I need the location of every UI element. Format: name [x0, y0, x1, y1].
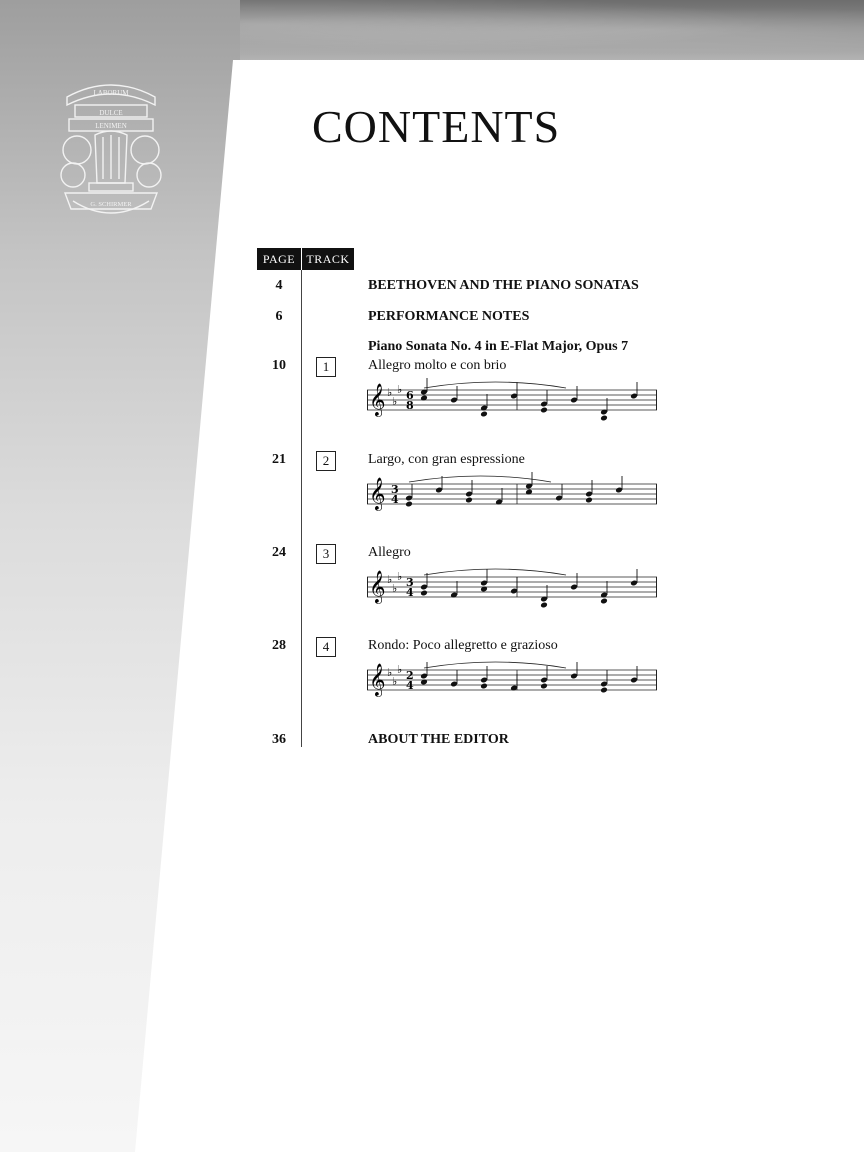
flat-sign-icon: ♭	[397, 663, 403, 676]
note-head	[420, 590, 428, 597]
slur	[409, 476, 551, 482]
flat-sign-icon: ♭	[392, 582, 398, 595]
movement-title: Largo, con gran espressione	[368, 452, 525, 467]
page-number: 6	[275, 309, 283, 324]
flat-sign-icon: ♭	[387, 573, 393, 586]
time-signature: 4	[406, 586, 414, 599]
svg-text:LENIMEN: LENIMEN	[95, 122, 127, 130]
note-head	[585, 497, 593, 504]
music-incipit	[367, 378, 659, 428]
toc-entry-title: ABOUT THE EDITOR	[368, 732, 509, 747]
page-number: 21	[272, 452, 286, 467]
movement-title: Rondo: Poco allegretto e grazioso	[368, 638, 558, 653]
svg-text:G. SCHIRMER: G. SCHIRMER	[90, 201, 132, 208]
music-incipit	[367, 658, 659, 708]
page-number: 10	[272, 358, 286, 373]
time-signature: 6	[406, 389, 414, 402]
track-number-box: 4	[316, 637, 336, 657]
note-head	[600, 415, 608, 422]
flat-sign-icon: ♭	[397, 383, 403, 396]
movement-title: Allegro molto e con brio	[368, 358, 507, 373]
music-incipit	[367, 565, 659, 615]
note-head	[600, 687, 608, 694]
note-head	[465, 497, 473, 504]
note-head	[480, 683, 488, 690]
column-divider	[301, 270, 302, 747]
treble-clef-icon: 𝄞	[369, 383, 386, 416]
column-header-track: TRACK	[302, 248, 354, 270]
time-signature: 4	[406, 679, 414, 692]
page-number: 4	[275, 278, 283, 293]
note-head	[480, 411, 488, 418]
note-head	[540, 683, 548, 690]
music-incipit	[367, 472, 659, 522]
time-signature: 2	[406, 669, 414, 682]
note-head	[600, 598, 608, 605]
note-head	[540, 602, 548, 609]
flat-sign-icon: ♭	[392, 395, 398, 408]
page-number: 28	[272, 638, 286, 653]
treble-clef-icon: 𝄞	[369, 477, 386, 510]
schirmer-logo	[55, 75, 167, 225]
movement-title: Allegro	[368, 545, 411, 560]
sonata-title: Piano Sonata No. 4 in E-Flat Major, Opus 7	[368, 339, 629, 354]
time-signature: 8	[406, 399, 414, 412]
time-signature: 4	[391, 493, 399, 506]
svg-text:LABORUM: LABORUM	[93, 89, 129, 97]
flat-sign-icon: ♭	[392, 675, 398, 688]
flat-sign-icon: ♭	[397, 570, 403, 583]
treble-clef-icon: 𝄞	[369, 663, 386, 696]
time-signature: 3	[391, 483, 399, 496]
column-header-page: PAGE	[257, 248, 301, 270]
track-number-box: 3	[316, 544, 336, 564]
svg-text:DULCE: DULCE	[99, 109, 123, 117]
note-head	[405, 501, 413, 508]
page-title: CONTENTS	[312, 101, 561, 152]
track-number-box: 2	[316, 451, 336, 471]
slur	[424, 569, 566, 575]
slur	[424, 662, 566, 668]
track-number-box: 1	[316, 357, 336, 377]
page-number: 36	[272, 732, 286, 747]
toc-entry-title: BEETHOVEN AND THE PIANO SONATAS	[368, 278, 639, 293]
toc-entry-title: PERFORMANCE NOTES	[368, 309, 530, 324]
note-head	[540, 407, 548, 414]
time-signature: 3	[406, 576, 414, 589]
slur	[424, 382, 566, 388]
flat-sign-icon: ♭	[387, 666, 393, 679]
treble-clef-icon: 𝄞	[369, 570, 386, 603]
page-number: 24	[272, 545, 286, 560]
flat-sign-icon: ♭	[387, 386, 393, 399]
